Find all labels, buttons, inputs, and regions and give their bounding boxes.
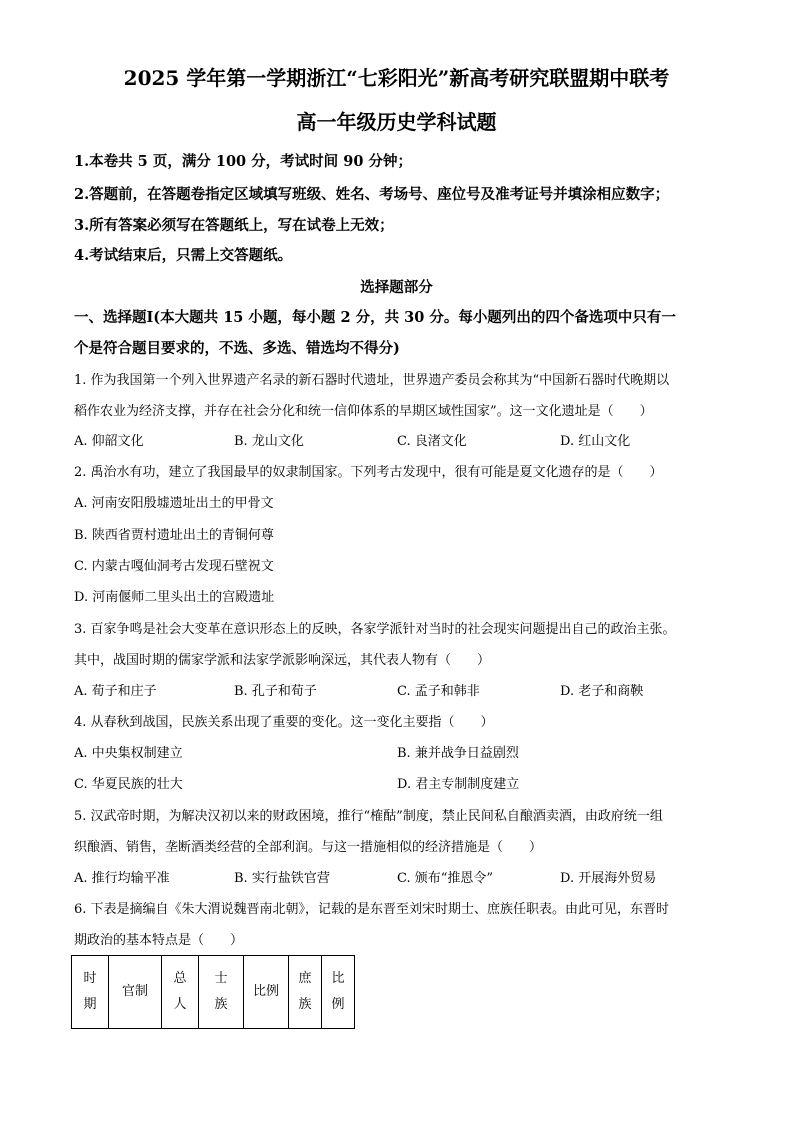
- q6-stem-line2: 期政治的基本特点是（ ）: [74, 933, 244, 948]
- table-header-cell: 比例: [244, 956, 289, 1029]
- note-4: 4.考试结束后，只需上交答题纸。: [74, 247, 293, 264]
- table-header-cell: 比例: [322, 956, 355, 1029]
- note-2: 2.答题前，在答题卷指定区域填写班级、姓名、考场号、座位号及准考证号并填涂相应数字；: [74, 186, 670, 203]
- exam-subtitle: 高一年级历史学科试题: [296, 110, 497, 134]
- q5-option-c: C. 颁布“推恩令”: [397, 871, 494, 886]
- part1-instruction-line2: 个是符合题目要求的，不选、多选、错选均不得分): [74, 340, 400, 357]
- table-header-cell: 总人: [162, 956, 199, 1029]
- q4-option-c: C. 华夏民族的壮大: [74, 777, 183, 792]
- note-1: 1.本卷共 5 页，满分 100 分，考试时间 90 分钟；: [74, 153, 412, 170]
- q6-data-table: [71, 955, 355, 1029]
- q4-stem-line1: 4. 从春秋到战国，民族关系出现了重要的变化。这一变化主要指（ ）: [74, 715, 494, 730]
- q5-stem-line2: 织酿酒、销售，垄断酒类经营的全部利润。与这一措施相似的经济措施是（ ）: [74, 840, 543, 855]
- table-header-cell: 时期: [72, 956, 109, 1029]
- q3-option-b: B. 孔子和荀子: [234, 684, 317, 699]
- q2-option-d: D. 河南偃师二里头出土的宫殿遗址: [74, 590, 275, 605]
- q3-stem-line1: 3. 百家争鸣是社会大变革在意识形态上的反映，各家学派针对当时的社会现实问题提出自己的政治主张。: [74, 622, 676, 637]
- q2-option-a: A. 河南安阳殷墟遗址出土的甲骨文: [74, 496, 274, 511]
- q5-option-b: B. 实行盐铁官营: [234, 871, 330, 886]
- table-header-cell: 官制: [109, 956, 162, 1029]
- q2-option-b: B. 陕西省贾村遗址出土的青铜何尊: [74, 528, 274, 543]
- q1-option-b: B. 龙山文化: [234, 434, 304, 449]
- q3-option-a: A. 荀子和庄子: [74, 684, 157, 699]
- q4-option-d: D. 君主专制制度建立: [397, 777, 520, 792]
- q3-option-d: D. 老子和商鞅: [560, 684, 644, 699]
- q4-option-a: A. 中央集权制建立: [74, 746, 183, 761]
- q3-option-c: C. 孟子和韩非: [397, 684, 480, 699]
- q5-option-d: D. 开展海外贸易: [560, 871, 657, 886]
- exam-title: 2025 学年第一学期浙江“七彩阳光”新高考研究联盟期中联考: [123, 66, 670, 90]
- q1-stem-line2: 稻作农业为经济支撑，并存在社会分化和统一信仰体系的早期区域性国家”。这一文化遗址是（ ）: [74, 404, 653, 419]
- table-header-cell: 士族: [199, 956, 244, 1029]
- q2-stem-line1: 2. 禹治水有功，建立了我国最早的奴隶制国家。下列考古发现中，很有可能是夏文化遗存的是（ ）: [74, 465, 663, 480]
- section-title: 选择题部分: [360, 279, 433, 296]
- table-header-row: [72, 956, 355, 1029]
- table-header-cell: 庶族: [289, 956, 322, 1029]
- q5-option-a: A. 推行均输平准: [74, 871, 170, 886]
- q6-stem-line1: 6. 下表是摘编自《朱大渭说魏晋南北朝》，记载的是东晋至刘宋时期士、庶族任职表。由此可见，东晋时: [74, 902, 670, 917]
- q3-stem-line2: 其中，战国时期的儒家学派和法家学派影响深远，其代表人物有（ ）: [74, 653, 491, 668]
- note-3: 3.所有答案必须写在答题纸上，写在试卷上无效；: [74, 217, 394, 234]
- part1-instruction-line1: 一、选择题Ⅰ(本大题共 15 小题，每小题 2 分，共 30 分。每小题列出的四个备选项中只有一: [74, 309, 676, 326]
- q5-stem-line1: 5. 汉武帝时期，为解决汉初以来的财政困境，推行“榷酤”制度，禁止民间私自酿酒卖酒，由政府统一组: [74, 809, 663, 824]
- q1-stem-line1: 1. 作为我国第一个列入世界遗产名录的新石器时代遗址，世界遗产委员会称其为“中国新石器时代晚期以: [74, 373, 670, 388]
- q1-option-d: D. 红山文化: [560, 434, 631, 449]
- q2-option-c: C. 内蒙古嘎仙洞考古发现石壁祝文: [74, 559, 274, 574]
- q4-option-b: B. 兼并战争日益剧烈: [397, 746, 519, 761]
- q1-option-a: A. 仰韶文化: [74, 434, 144, 449]
- q1-option-c: C. 良渚文化: [397, 434, 467, 449]
